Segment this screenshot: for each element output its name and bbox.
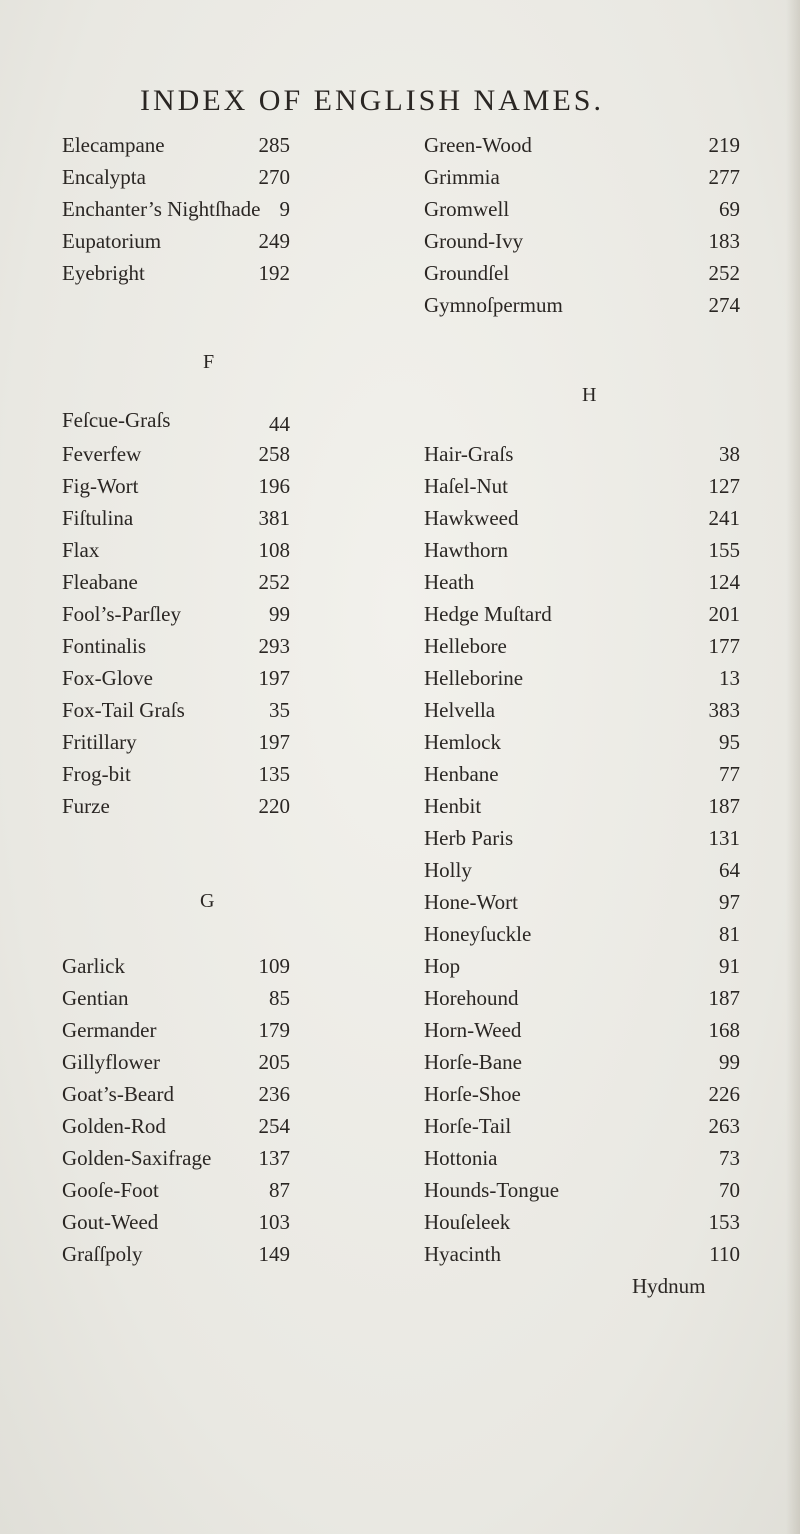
- right-entry-page: 81: [719, 922, 740, 946]
- right-entry-page: 383: [708, 698, 740, 722]
- left-entry-page: 137: [258, 1146, 290, 1170]
- left-entry-page: 285: [258, 133, 290, 157]
- left-entry-page: 220: [258, 794, 290, 818]
- left-entry-page: 44: [269, 412, 290, 436]
- left-entry-name: Golden-Rod: [62, 1114, 166, 1138]
- left-entry-name: Encalypta: [62, 165, 146, 189]
- right-entry-name: Haſel-Nut: [424, 474, 508, 498]
- left-entry-name: Fontinalis: [62, 634, 147, 658]
- left-entry-page: 85: [269, 986, 290, 1010]
- right-entry-name: Grimmia: [424, 165, 500, 189]
- right-entry-name: Hottonia: [424, 1146, 498, 1170]
- left-entry-page: 103: [258, 1210, 290, 1234]
- right-entry-page: 97: [719, 890, 740, 914]
- right-entry-name: Hellebore: [424, 634, 507, 658]
- right-entry-name: Hone-Wort: [424, 890, 518, 914]
- section-letter-h: H: [582, 384, 597, 406]
- right-entry-name: Ground-Ivy: [424, 229, 524, 253]
- right-entry-page: 124: [708, 570, 740, 594]
- right-entry-page: 38: [719, 442, 740, 466]
- right-entry-page: 187: [708, 986, 740, 1010]
- left-entry-name: Fox-Tail Graſs: [62, 698, 185, 722]
- right-entry-page: 187: [708, 794, 740, 818]
- left-entry-page: 252: [258, 570, 290, 594]
- section-letter-g: G: [200, 890, 215, 912]
- right-entry-name: Honeyſuckle: [424, 922, 532, 946]
- right-entry-name: Heath: [424, 570, 475, 594]
- left-entry-name: Eupatorium: [62, 229, 162, 253]
- right-entry-page: 91: [719, 954, 740, 978]
- right-entry-name: Houſeleek: [424, 1210, 511, 1234]
- left-entry-page: 236: [258, 1082, 290, 1106]
- left-entry-page: 205: [258, 1050, 290, 1074]
- right-entry-page: 201: [708, 602, 740, 626]
- left-entry-page: 293: [258, 634, 290, 658]
- right-entry-name: Hair-Graſs: [424, 442, 514, 466]
- left-entry-page: 9: [279, 197, 290, 221]
- right-entry-name: Hawthorn: [424, 538, 508, 562]
- left-entry-page: 196: [258, 474, 290, 498]
- right-entry-page: 95: [719, 730, 740, 754]
- left-entry-page: 108: [258, 538, 290, 562]
- right-entry-page: 64: [719, 858, 740, 882]
- catchword: Hydnum: [632, 1274, 706, 1298]
- left-entry-name: Goat’s-Beard: [62, 1082, 174, 1106]
- left-entry-page: 258: [258, 442, 290, 466]
- left-entry-name: Fig-Wort: [62, 474, 139, 498]
- right-entry-name: Gromwell: [424, 197, 510, 221]
- right-entry-name: Hedge Muſtard: [424, 602, 552, 626]
- right-entry-page: 77: [719, 762, 740, 786]
- right-entry-name: Gymnoſpermum: [424, 293, 563, 317]
- right-entry-page: 241: [708, 506, 740, 530]
- right-entry-name: Henbane: [424, 762, 499, 786]
- right-entry-page: 69: [719, 197, 740, 221]
- right-entry-page: 13: [719, 666, 740, 690]
- right-entry-name: Green-Wood: [424, 133, 532, 157]
- left-entry-page: 87: [269, 1178, 290, 1202]
- right-entry-name: Helleborine: [424, 666, 524, 690]
- right-entry-name: Hemlock: [424, 730, 501, 754]
- left-entry-page: 99: [269, 602, 290, 626]
- left-entry-page: 192: [258, 261, 290, 285]
- right-entry-name: Hounds-Tongue: [424, 1178, 560, 1202]
- right-entry-page: 73: [719, 1146, 740, 1170]
- left-entry-name: Gout-Weed: [62, 1210, 159, 1234]
- right-entry-name: Horehound: [424, 986, 519, 1010]
- right-entry-name: Hyacinth: [424, 1242, 501, 1266]
- left-entry-name: Golden-Saxifrage: [62, 1146, 212, 1170]
- left-entry-name: Fritillary: [62, 730, 137, 754]
- left-entry-name: Frog-bit: [62, 762, 131, 786]
- left-entry-name: Garlick: [62, 954, 125, 978]
- right-entry-page: 177: [708, 634, 740, 658]
- right-entry-page: 168: [708, 1018, 740, 1042]
- left-entry-page: 249: [258, 229, 290, 253]
- left-entry-page: 135: [258, 762, 290, 786]
- left-entry-name: Enchanter’s Nightſhade: [62, 197, 261, 221]
- right-entry-page: 274: [708, 293, 740, 317]
- right-entry-name: Horn-Weed: [424, 1018, 522, 1042]
- left-entry-name: Feſcue-Graſs: [62, 408, 171, 432]
- left-entry-name: Fleabane: [62, 570, 138, 594]
- right-entry-page: 263: [708, 1114, 740, 1138]
- right-entry-page: 155: [708, 538, 740, 562]
- left-entry-name: Fiſtulina: [62, 506, 134, 530]
- left-entry-name: Furze: [62, 794, 110, 818]
- right-entry-page: 277: [708, 165, 740, 189]
- left-entry-name: Gentian: [62, 986, 129, 1010]
- section-letter-f: F: [203, 351, 215, 373]
- page-edge-shadow: [786, 0, 800, 1534]
- left-entry-page: 179: [258, 1018, 290, 1042]
- right-entry-name: Herb Paris: [424, 826, 514, 850]
- right-entry-page: 110: [709, 1242, 740, 1266]
- left-entry-name: Feverfew: [62, 442, 142, 466]
- left-entry-name: Elecampane: [62, 133, 165, 157]
- left-entry-name: Gillyflower: [62, 1050, 160, 1074]
- left-entry-page: 149: [258, 1242, 290, 1266]
- right-entry-page: 153: [708, 1210, 740, 1234]
- page-title: INDEX OF ENGLISH NAMES.: [140, 84, 604, 117]
- right-entry-name: Horſe-Shoe: [424, 1082, 521, 1106]
- left-entry-name: Flax: [62, 538, 100, 562]
- left-entry-page: 109: [258, 954, 290, 978]
- right-entry-page: 70: [719, 1178, 740, 1202]
- left-entry-page: 254: [258, 1114, 290, 1138]
- left-entry-page: 197: [258, 666, 290, 690]
- right-entry-name: Henbit: [424, 794, 482, 818]
- left-entry-name: Graſſpoly: [62, 1242, 143, 1266]
- left-entry-name: Fox-Glove: [62, 666, 153, 690]
- right-entry-name: Hop: [424, 954, 461, 978]
- right-entry-name: Hawkweed: [424, 506, 519, 530]
- left-entry-page: 35: [269, 698, 290, 722]
- left-entry-page: 381: [258, 506, 290, 530]
- right-entry-name: Helvella: [424, 698, 496, 722]
- right-entry-name: Holly: [424, 858, 472, 882]
- right-entry-page: 99: [719, 1050, 740, 1074]
- right-entry-page: 127: [708, 474, 740, 498]
- left-entry-name: Germander: [62, 1018, 157, 1042]
- left-entry-page: 270: [258, 165, 290, 189]
- right-entry-name: Horſe-Bane: [424, 1050, 522, 1074]
- right-entry-page: 131: [708, 826, 740, 850]
- right-entry-name: Groundſel: [424, 261, 510, 285]
- right-entry-page: 183: [708, 229, 740, 253]
- right-entry-page: 252: [708, 261, 740, 285]
- left-entry-page: 197: [258, 730, 290, 754]
- right-entry-name: Horſe-Tail: [424, 1114, 512, 1138]
- right-entry-page: 226: [708, 1082, 740, 1106]
- right-entry-page: 219: [708, 133, 740, 157]
- left-entry-name: Eyebright: [62, 261, 145, 285]
- left-entry-name: Fool’s-Parſley: [62, 602, 181, 626]
- left-entry-name: Gooſe-Foot: [62, 1178, 159, 1202]
